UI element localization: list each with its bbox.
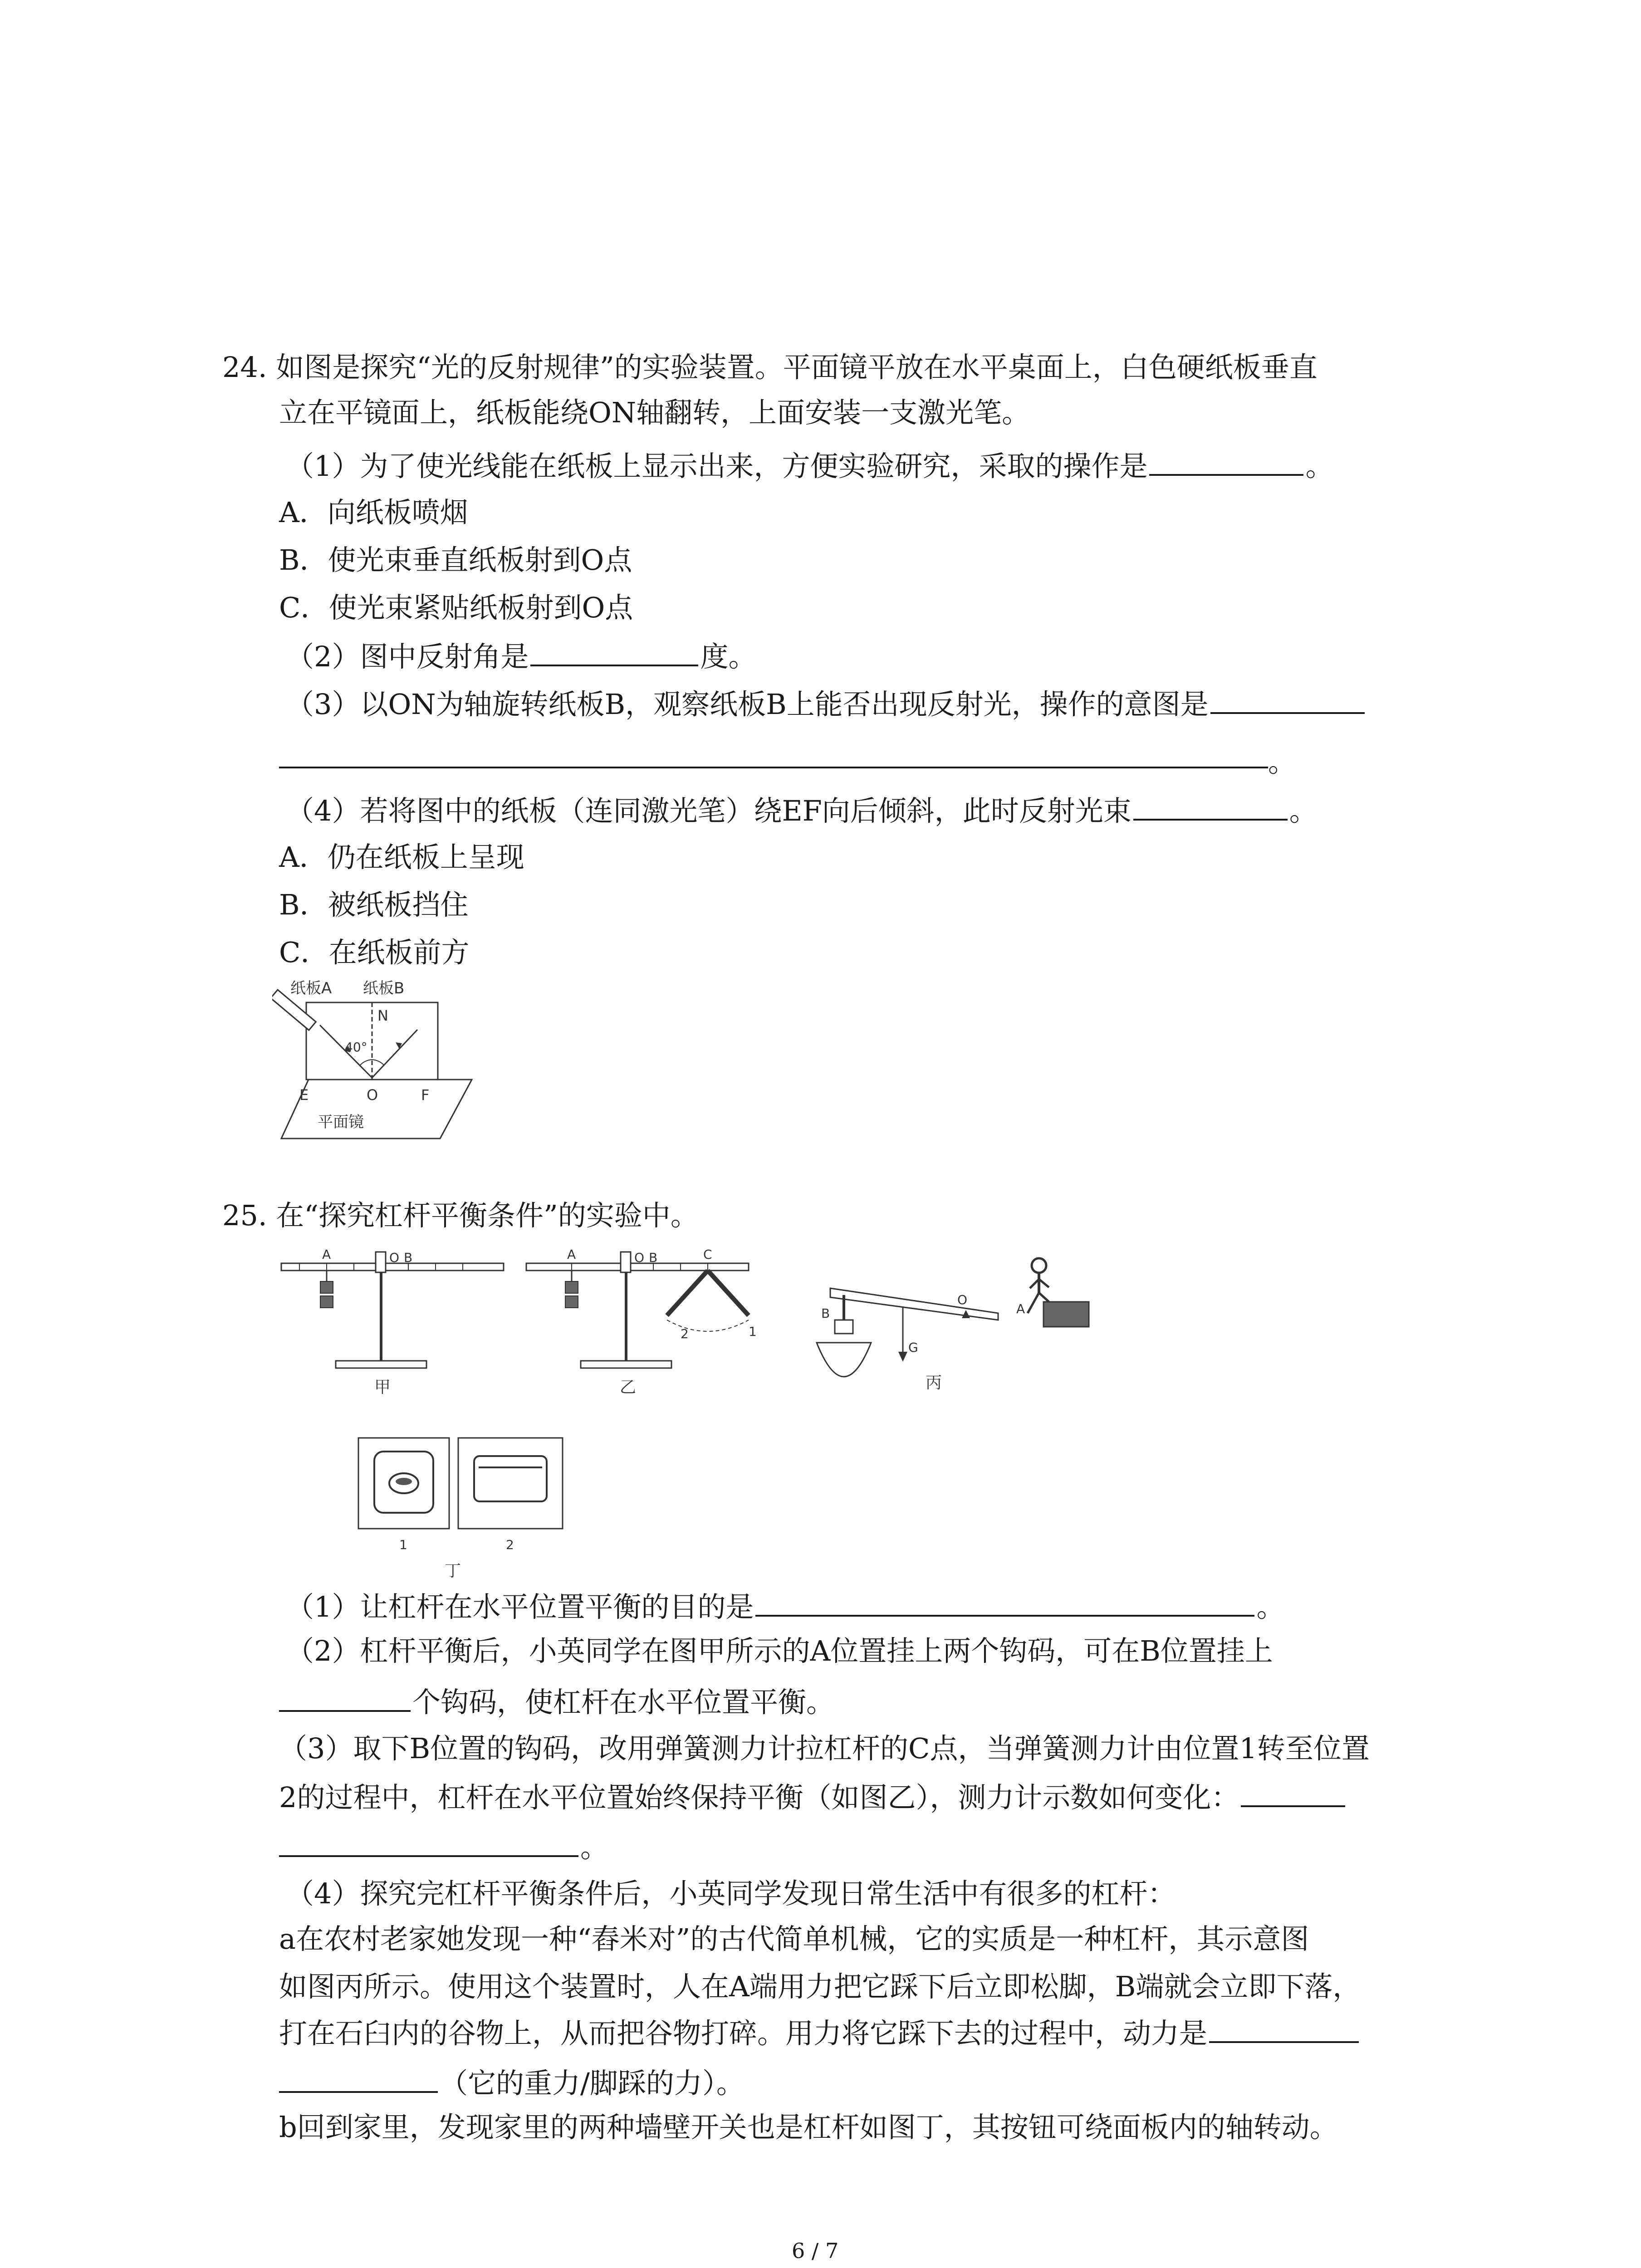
- q25-part2-line2: [279, 1683, 834, 1721]
- stone-mortar: [817, 1343, 871, 1377]
- q24-reflection-figure: [272, 975, 499, 1149]
- q24-part3-blank-line2[interactable]: [279, 767, 1268, 768]
- step-block: [1043, 1302, 1089, 1327]
- q25-lever-svg: [272, 1238, 1134, 1433]
- q25-part1: [286, 1588, 1284, 1625]
- bing-label-b: B: [821, 1306, 830, 1321]
- bing-caption: 丙: [926, 1374, 942, 1392]
- spring-scale-pos1: [708, 1271, 749, 1315]
- q24-part4-text: （4）若将图中的纸板（连同激光笔）绕EF向后倾斜，此时反射光束: [286, 794, 1132, 827]
- q24-part2-text: （2）图中反射角是: [286, 640, 529, 673]
- q25-part3-line3: [279, 1828, 608, 1866]
- q25-part4: （4）探究完杠杆平衡条件后，小英同学发现日常生活中有很多的杠杆：: [286, 1877, 1176, 1910]
- spring-scale-pos2: [667, 1271, 708, 1315]
- yi-caption: 乙: [620, 1378, 637, 1397]
- q24-part1: [286, 447, 1333, 484]
- q24-part1-text: （1）为了使光线能在纸板上显示出来，方便实验研究，采取的操作是: [286, 450, 1148, 483]
- q24-part1-end: 。: [1305, 450, 1334, 483]
- q25-part4a-line4: [279, 2064, 745, 2102]
- page-number: 6 / 7: [792, 2239, 839, 2263]
- label-f: F: [421, 1086, 430, 1104]
- label-e: E: [299, 1086, 309, 1104]
- q25-stem: 25. 在“探究杠杆平衡条件”的实验中。: [222, 1199, 699, 1232]
- q24-part4-blank[interactable]: [1133, 792, 1288, 821]
- q24-part3-text: （3）以ON为轴旋转纸板B，观察纸板B上能否出现反射光，操作的意图是: [286, 688, 1209, 721]
- q24-stem-line1: 24. 如图是探究“光的反射规律”的实验装置。平面镜平放在水平桌面上，白色硬纸板垂直: [222, 351, 1318, 384]
- q24-option-a: A．向纸板喷烟: [279, 496, 468, 529]
- q24-part4-option-c: C．在纸板前方: [279, 936, 470, 969]
- q24-figure-svg: [272, 975, 499, 1148]
- yi-label-pos2: 2: [681, 1326, 689, 1341]
- q25-part4a-text: 打在石臼内的谷物上，从而把谷物打碎。用力将它踩下去的过程中，动力是: [279, 2017, 1208, 2050]
- q25-part4a-blank-2[interactable]: [279, 2064, 438, 2093]
- label-angle: 40°: [345, 1040, 367, 1055]
- figure-bing: [817, 1258, 1089, 1392]
- q25-part3-blank-2[interactable]: [279, 1828, 578, 1857]
- q25-part4a-line3: [279, 2014, 1361, 2052]
- q25-part4a-choice: （它的重力/脚踩的力）。: [440, 2067, 745, 2100]
- q24-part3-blank[interactable]: [1210, 685, 1365, 714]
- ding-caption: 丁: [445, 1562, 461, 1580]
- yi-label-c: C: [703, 1247, 712, 1262]
- q24-part4-option-b: B．被纸板挡住: [279, 888, 469, 921]
- jia-label-o: O: [389, 1250, 400, 1265]
- yi-label-a: A: [567, 1247, 576, 1262]
- q25-part1-blank[interactable]: [755, 1588, 1254, 1617]
- jia-label-a: A: [322, 1247, 331, 1262]
- q25-part4a-blank[interactable]: [1209, 2014, 1359, 2043]
- person-icon: [1032, 1258, 1046, 1273]
- q25-part3-line1: （3）取下B位置的钩码，改用弹簧测力计拉杠杆的C点，当弹簧测力计由位置1转至位置: [279, 1732, 1370, 1765]
- q25-switch-svg: [354, 1433, 572, 1583]
- q24-part2: [286, 637, 756, 675]
- q25-part4a-line2: 如图丙所示。使用这个装置时，人在A端用力把它踩下后立即松脚，B端就会立即下落，: [279, 1970, 1361, 2003]
- switch-1-label: 1: [399, 1537, 407, 1552]
- q24-part2-blank[interactable]: [530, 637, 698, 666]
- figure-yi: [526, 1247, 757, 1397]
- label-mirror: 平面镜: [318, 1113, 364, 1131]
- bing-label-g: G: [908, 1340, 918, 1355]
- q24-part3: [286, 685, 1367, 723]
- q24-stem-line2: 立在平镜面上，纸板能绕ON轴翻转，上面安装一支激光笔。: [279, 396, 1030, 429]
- q25-part2-blank[interactable]: [279, 1683, 411, 1712]
- rotation-path: [667, 1320, 749, 1331]
- q25-part2-line1: （2）杠杆平衡后，小英同学在图甲所示的A位置挂上两个钩码，可在B位置挂上: [286, 1634, 1273, 1667]
- q24-part2-end: 度。: [700, 640, 757, 673]
- q24-part3-end: 。: [1268, 745, 1297, 778]
- q25-part4b: b回到家里，发现家里的两种墙壁开关也是杠杆如图丁，其按钮可绕面板内的轴转动。: [279, 2111, 1338, 2144]
- q24-option-b: B．使光束垂直纸板射到O点: [279, 543, 632, 577]
- q25-part2-text: 个钩码，使杠杆在水平位置平衡。: [412, 1686, 835, 1719]
- q25-part4a-line1: a在农村老家她发现一种“舂米对”的古代简单机械，它的实质是一种杠杆，其示意图: [279, 1922, 1309, 1955]
- jia-label-b: B: [404, 1250, 413, 1265]
- q25-part1-text: （1）让杠杆在水平位置平衡的目的是: [286, 1590, 754, 1623]
- yi-label-pos1: 1: [749, 1324, 757, 1339]
- jia-caption: 甲: [374, 1378, 391, 1397]
- q25-part3-blank[interactable]: [1241, 1778, 1345, 1807]
- yi-label-o: O: [634, 1250, 645, 1265]
- q24-option-c: C．使光束紧贴纸板射到O点: [279, 591, 633, 624]
- q25-lever-figures: [272, 1238, 1134, 1435]
- rice-pounder-lever: [830, 1288, 998, 1320]
- label-normal: N: [377, 1007, 388, 1024]
- q24-part4-option-a: A．仍在纸板上呈现: [279, 841, 524, 874]
- yi-label-b: B: [649, 1250, 658, 1265]
- label-board-b: 纸板B: [363, 979, 405, 997]
- q25-part3-end: 。: [580, 1831, 609, 1864]
- q24-part1-blank[interactable]: [1149, 447, 1303, 476]
- q24-part4-end: 。: [1289, 794, 1318, 827]
- label-o: O: [367, 1086, 378, 1104]
- q25-part1-end: 。: [1256, 1590, 1285, 1623]
- q25-part3-line2: [279, 1778, 1347, 1816]
- q24-part4: [286, 792, 1318, 829]
- figure-jia: [281, 1247, 504, 1397]
- switch-2-label: 2: [506, 1537, 514, 1552]
- q25-part3-text: 2的过程中，杠杆在水平位置始终保持平衡（如图乙），测力计示数如何变化：: [279, 1781, 1239, 1814]
- bing-label-a: A: [1016, 1301, 1025, 1316]
- bing-label-o: O: [957, 1292, 968, 1307]
- q25-switch-figures: [354, 1433, 572, 1585]
- label-board-a: 纸板A: [290, 979, 332, 997]
